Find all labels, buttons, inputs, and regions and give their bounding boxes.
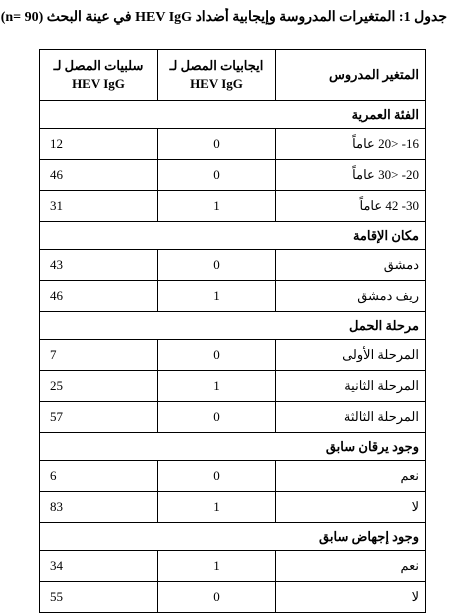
positive-count: 1 (158, 551, 276, 582)
negative-count: 7 (40, 340, 158, 371)
row-label: لا (276, 582, 426, 613)
positive-count: 0 (158, 582, 276, 613)
positive-count: 0 (158, 160, 276, 191)
row-label: المرحلة الثالثة (276, 402, 426, 433)
negative-count: 43 (40, 250, 158, 281)
positive-count: 0 (158, 461, 276, 492)
caption-prefix: جدول 1: (398, 10, 447, 25)
table-row (40, 551, 426, 582)
positive-count: 0 (158, 402, 276, 433)
group-title: الفئة العمرية (40, 101, 426, 129)
positive-count: 1 (158, 492, 276, 523)
group-header-row (40, 101, 426, 129)
negative-count: 34 (40, 551, 158, 582)
table-caption (0, 8, 447, 28)
negative-count: 46 (40, 160, 158, 191)
positive-count: 0 (158, 250, 276, 281)
negative-count: 46 (40, 281, 158, 312)
caption-sample-size: (n= 90) (0, 10, 44, 25)
row-label: دمشق (276, 250, 426, 281)
group-title: وجود يرقان سابق (40, 433, 426, 461)
header-negative (40, 50, 158, 101)
results-table (39, 49, 426, 613)
group-header-row (40, 222, 426, 250)
row-label: ريف دمشق (276, 281, 426, 312)
group-title: مكان الإقامة (40, 222, 426, 250)
group-header-row (40, 523, 426, 551)
header-positive (158, 50, 276, 101)
row-label: 30- 42 عاماً (276, 191, 426, 222)
negative-count: 31 (40, 191, 158, 222)
row-label: المرحلة الثانية (276, 371, 426, 402)
table-row (40, 461, 426, 492)
negative-count: 25 (40, 371, 158, 402)
positive-count: 0 (158, 340, 276, 371)
table-row (40, 281, 426, 312)
table-row (40, 129, 426, 160)
negative-count: 83 (40, 492, 158, 523)
row-label: 16- <20 عاماً (276, 129, 426, 160)
header-negative-line1: سلبيات المصل لـ (53, 58, 144, 73)
table-row (40, 250, 426, 281)
table-row (40, 582, 426, 613)
header-variable: المتغير المدروس (276, 50, 426, 101)
table-row (40, 492, 426, 523)
row-label: لا (276, 492, 426, 523)
row-label: المرحلة الأولى (276, 340, 426, 371)
table-row (40, 160, 426, 191)
header-positive-line2: HEV IgG (190, 76, 243, 91)
negative-count: 12 (40, 129, 158, 160)
table-header-row (40, 50, 426, 101)
negative-count: 57 (40, 402, 158, 433)
table-row (40, 191, 426, 222)
positive-count: 0 (158, 129, 276, 160)
positive-count: 1 (158, 371, 276, 402)
table-row (40, 402, 426, 433)
row-label: نعم (276, 461, 426, 492)
row-label: نعم (276, 551, 426, 582)
positive-count: 1 (158, 281, 276, 312)
negative-count: 6 (40, 461, 158, 492)
caption-text: المتغيرات المدروسة وإيجابية أضداد HEV IgG في عينة البحث (46, 10, 396, 25)
negative-count: 55 (40, 582, 158, 613)
group-title: مرحلة الحمل (40, 312, 426, 340)
table-row (40, 371, 426, 402)
header-negative-line2: HEV IgG (72, 76, 125, 91)
row-label: 20- <30 عاماً (276, 160, 426, 191)
header-positive-line1: ايجابيات المصل لـ (169, 58, 264, 73)
table-row (40, 340, 426, 371)
group-header-row (40, 312, 426, 340)
group-title: وجود إجهاض سابق (40, 523, 426, 551)
positive-count: 1 (158, 191, 276, 222)
group-header-row (40, 433, 426, 461)
